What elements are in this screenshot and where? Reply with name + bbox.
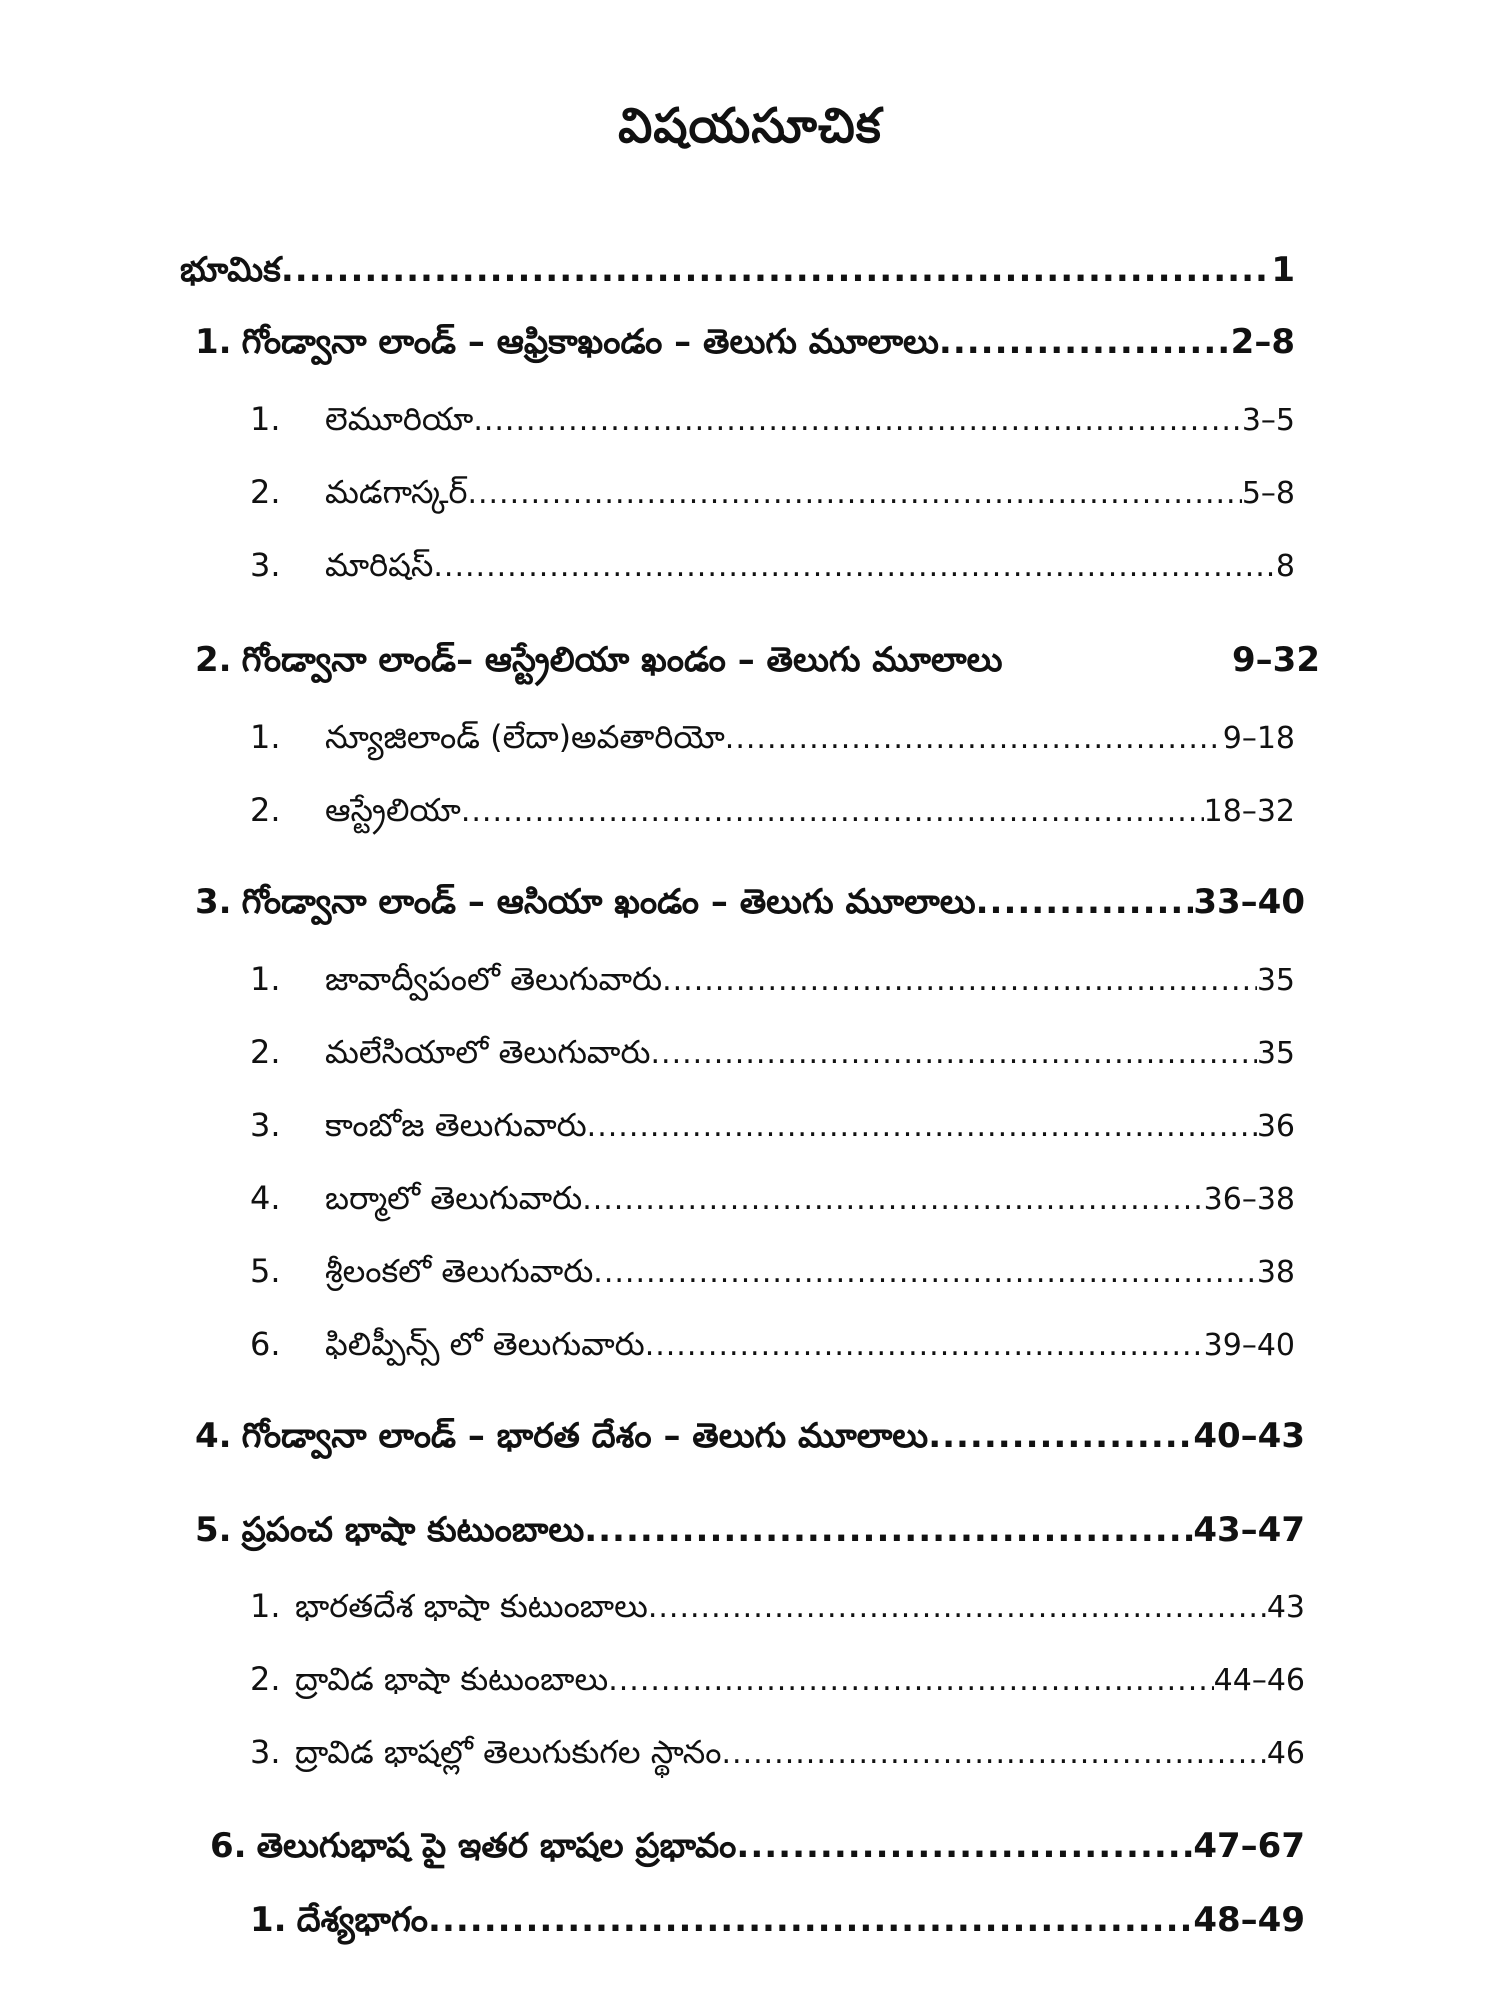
toc-subentry [250,473,1295,519]
toc-subentry [250,400,1295,446]
dot-leader [928,1416,1193,1456]
entry-pages: 33–40 [1193,882,1305,922]
entry-pages: 36 [1256,1109,1295,1144]
entry-number: 3. [250,546,281,584]
dot-leader [582,1182,1203,1217]
entry-label: దేశ్యభాగం [296,1900,429,1940]
entry-label: ఫిలిప్పీన్స్ లో తెలుగువారు [325,1325,645,1363]
toc-entry-preface [180,250,1295,298]
entry-number: 4. [250,1179,281,1217]
dot-leader [281,250,1271,290]
entry-number: 2. [250,791,281,829]
toc-subentry [250,546,1295,592]
entry-pages: 8 [1275,549,1295,584]
entry-pages: 48–49 [1193,1900,1305,1940]
dot-leader [976,882,1194,922]
entry-pages: 1 [1271,250,1295,290]
entry-label: గోండ్వానా లాండ్– ఆస్ట్రేలియా ఖండం – తెలుగు మూలాలు [241,640,1003,680]
entry-pages: 38 [1256,1255,1295,1290]
entry-label: ఆస్ట్రేలియా [325,791,461,829]
dot-leader [608,1663,1213,1698]
dot-leader [736,1826,1193,1866]
dot-leader [587,1109,1257,1144]
entry-pages: 3–5 [1241,403,1295,438]
entry-label: న్యూజిలాండ్ (లేదా)అవతారియో [325,718,725,756]
entry-pages: 36–38 [1203,1182,1295,1217]
dot-leader [939,322,1231,362]
entry-label: ద్రావిడ భాషా కుటుంబాలు [295,1660,609,1698]
entry-pages: 43 [1266,1590,1305,1625]
entry-number: 6. [210,1826,247,1866]
toc-subentry [250,1325,1295,1371]
dot-leader [584,1510,1193,1550]
toc-subentry [250,1660,1305,1706]
entry-pages: 43–47 [1193,1510,1305,1550]
entry-label: శ్రీలంకలో తెలుగువారు [325,1252,594,1290]
entry-label: బర్మాలో తెలుగువారు [325,1179,583,1217]
dot-leader [651,1036,1257,1071]
entry-label: కాంబోజ తెలుగువారు [325,1106,587,1144]
entry-number: 1. [250,1587,281,1625]
entry-pages: 47–67 [1193,1826,1305,1866]
entry-number: 3. [195,882,232,922]
entry-number: 2. [195,640,232,680]
dot-leader [593,1255,1257,1290]
entry-label: భూమిక [180,250,281,290]
entry-label: మారిషస్ [325,546,434,584]
toc-chapter-5 [195,1510,1305,1558]
entry-label: తెలుగుభాష పై ఇతర భాషల ప్రభావం [256,1826,737,1866]
entry-label: ద్రావిడ భాషల్లో తెలుగుకుగల స్థానం [295,1733,722,1771]
entry-number: 1. [195,322,232,362]
entry-label: భారతదేశ భాషా కుటుంబాలు [295,1587,648,1625]
toc-subentry [250,960,1295,1006]
entry-label: మలేసియాలో తెలుగువారు [325,1033,651,1071]
entry-pages: 39–40 [1203,1328,1295,1363]
toc-chapter-4 [195,1416,1305,1464]
dot-leader [722,1736,1267,1771]
toc-chapter-3 [195,882,1305,930]
entry-label: మడగాస్కర్ [325,473,468,511]
entry-number: 1. [250,1900,287,1940]
toc-chapter-1 [195,322,1295,370]
entry-number: 1. [250,400,281,438]
entry-pages: 40–43 [1193,1416,1305,1456]
entry-number: 4. [195,1416,232,1456]
entry-number: 1. [250,960,281,998]
dot-leader [725,721,1223,756]
toc-chapter-2 [195,640,1320,688]
entry-number: 2. [250,473,281,511]
toc-subentry [250,1733,1305,1779]
entry-pages: 46 [1266,1736,1305,1771]
dot-leader [461,794,1204,829]
dot-leader [467,476,1241,511]
dot-leader [428,1900,1193,1940]
dot-leader [648,1590,1267,1625]
page-title: విషయసూచిక [618,98,882,154]
entry-number: 2. [250,1033,281,1071]
entry-pages: 9–32 [1232,640,1320,680]
entry-label: గోండ్వానా లాండ్ – భారత దేశం – తెలుగు మూలాలు [241,1416,929,1456]
entry-pages: 44–46 [1213,1663,1305,1698]
toc-subentry [250,1252,1295,1298]
entry-label: జావాద్వీపంలో తెలుగువారు [325,960,663,998]
dot-leader [433,549,1276,584]
toc-subsection-1 [250,1900,1305,1948]
entry-number: 2. [250,1660,281,1698]
entry-pages: 2–8 [1230,322,1295,362]
entry-number: 3. [250,1106,281,1144]
toc-subentry [250,718,1295,764]
toc-subentry [250,1179,1295,1225]
entry-pages: 35 [1256,963,1295,998]
toc-subentry [250,1033,1295,1079]
entry-number: 5. [250,1252,281,1290]
entry-pages: 5–8 [1241,476,1295,511]
entry-number: 5. [195,1510,232,1550]
toc-chapter-6 [210,1826,1305,1874]
entry-label: లెమూరియా [325,400,474,438]
entry-label: గోండ్వానా లాండ్ – ఆసియా ఖండం – తెలుగు మూలాలు [241,882,976,922]
toc-subentry [250,1587,1305,1633]
entry-pages: 9–18 [1222,721,1295,756]
dot-leader [473,403,1241,438]
entry-number: 1. [250,718,281,756]
entry-pages: 35 [1256,1036,1295,1071]
entry-label: గోండ్వానా లాండ్ – ఆఫ్రికాఖండం – తెలుగు మూలాలు [241,322,939,362]
dot-leader [662,963,1257,998]
entry-label: ప్రపంచ భాషా కుటుంబాలు [241,1510,585,1550]
dot-leader [645,1328,1204,1363]
entry-pages: 18–32 [1203,794,1295,829]
toc-subentry [250,791,1295,837]
entry-number: 6. [250,1325,281,1363]
toc-subentry [250,1106,1295,1152]
entry-number: 3. [250,1733,281,1771]
